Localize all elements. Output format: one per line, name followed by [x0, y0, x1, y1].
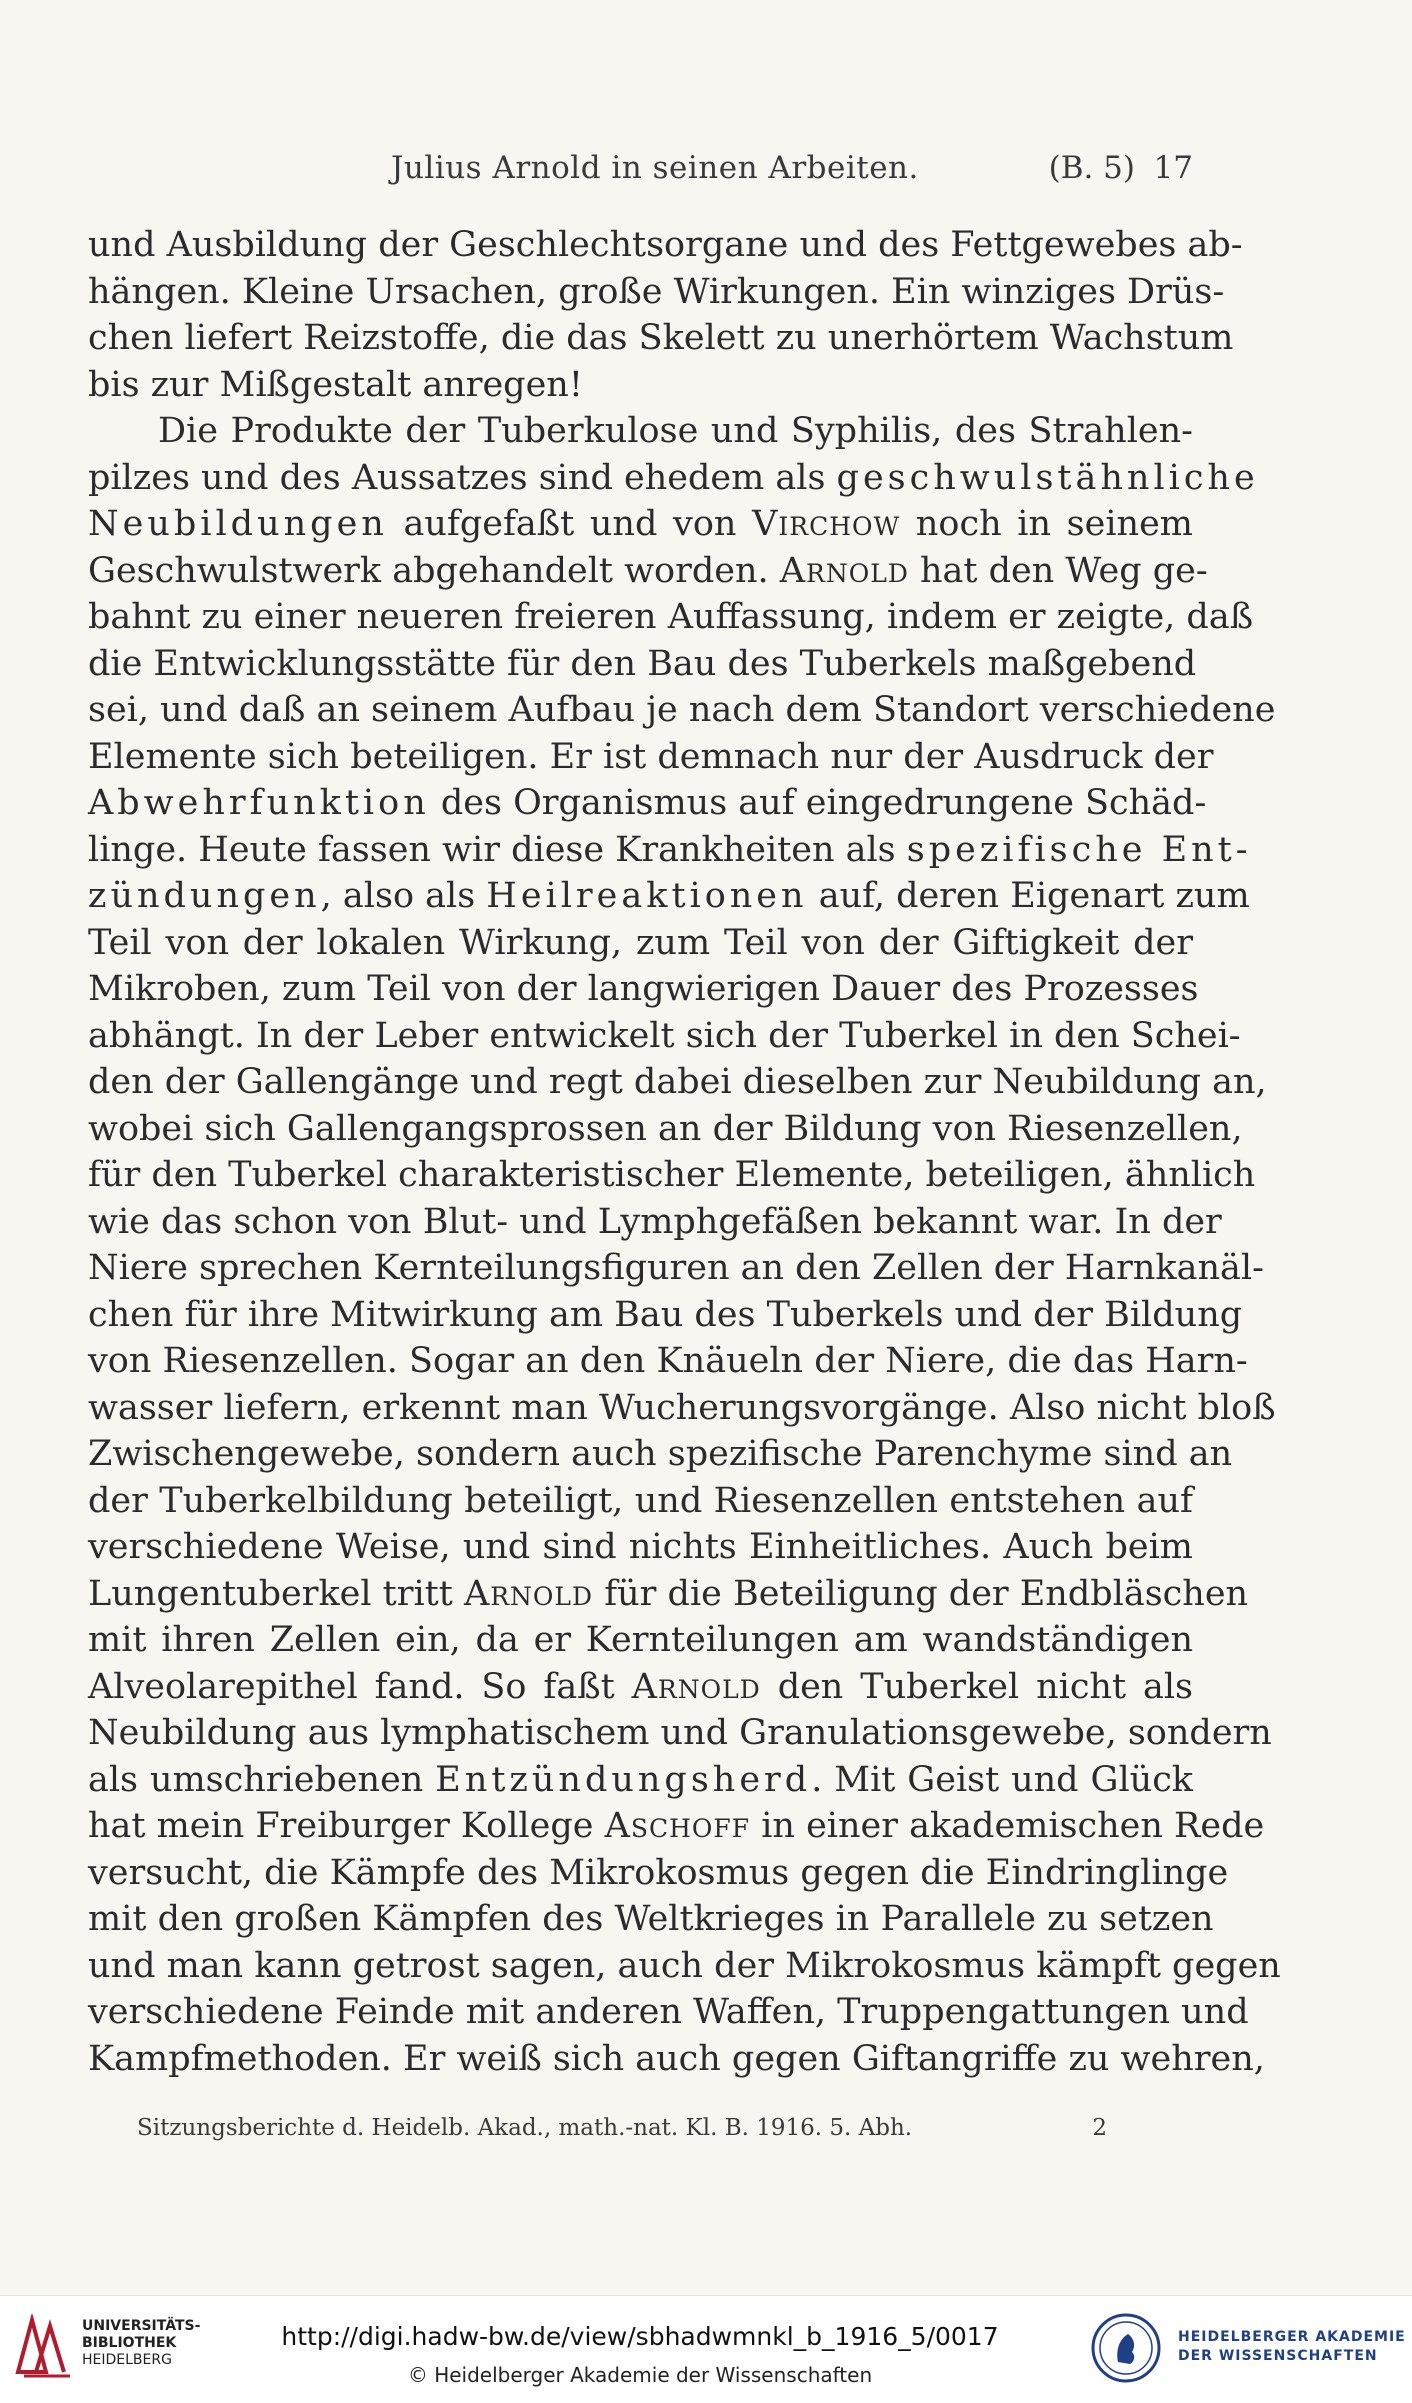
text-line [88, 780, 1207, 827]
text-run: Zwischengewebe, sondern auch spezifische Parenchyme sind an [88, 1434, 1233, 1474]
author-name: Aschoff [604, 1806, 751, 1846]
text-line [88, 1431, 1233, 1478]
ub-line-1: UNIVERSITÄTS- [82, 2318, 201, 2334]
text-line [88, 1245, 1264, 1292]
author-name: Arnold [631, 1666, 761, 1707]
author-name: Arnold [463, 1573, 594, 1614]
text-line [88, 920, 1193, 967]
text-line [88, 1338, 1248, 1385]
text-run: hat den Weg ge- [908, 550, 1208, 591]
text-run: wie das schon von Blut- und Lymphgefäßen bekannt war. In der [88, 1201, 1222, 1242]
text-line [88, 2036, 1265, 2083]
text-run: aufgefaßt und von [387, 504, 753, 544]
text-run: hat mein Freiburger Kollege [88, 1806, 605, 1846]
text-line [88, 1013, 1241, 1060]
text-run: versucht, die Kämpfe des Mikrokosmus gegen die Eindringlinge [88, 1852, 1229, 1893]
text-run: für den Tuberkel charakteristischer Elemente, beteiligen, ähnlich [88, 1155, 1256, 1195]
text-run: den der Gallengänge und regt dabei dieselben zur Neubildung an, [88, 1062, 1267, 1102]
university-library-logo-icon [14, 2314, 76, 2380]
text-run: für die Beteiligung der Endbläschen [593, 1573, 1249, 1614]
text-line [88, 1943, 1281, 1990]
text-run: des Organismus auf eingedrungene Schäd- [429, 783, 1207, 823]
viewer-footer [0, 2295, 1412, 2403]
spaced-emphasis: geschwulstähnliche [836, 457, 1259, 498]
text-run: linge. Heute fassen wir diese Krankheiten als [88, 829, 907, 870]
text-line [88, 1989, 1249, 2036]
text-line [88, 1106, 1243, 1153]
text-line [88, 222, 1243, 269]
university-library-name [82, 2318, 200, 2369]
text-run: Kampfmethoden. Er weiß sich auch gegen Giftangriffe zu wehren, [88, 2038, 1265, 2079]
text-line [88, 1292, 1243, 1339]
text-line [88, 269, 1225, 316]
text-run: Geschwulstwerk abgehandelt worden. [88, 550, 780, 591]
text-run: mit den großen Kämpfen des Weltkrieges in Parallele zu setzen [88, 1899, 1214, 1939]
text-line [88, 455, 1259, 502]
text-line [88, 1478, 1193, 1525]
author-name: Arnold [779, 550, 909, 591]
running-head [88, 150, 1193, 194]
text-run: und Ausbildung der Geschlechtsorgane und des Fettgewebes ab- [88, 225, 1243, 265]
text-line [88, 827, 1252, 874]
text-run: chen liefert Reizstoffe, die das Skelett zu unerhörtem Wachstum [88, 318, 1234, 358]
author-name: Virchow [752, 504, 901, 544]
academy-line-1: HEIDELBERGER AKADEMIE [1178, 2329, 1406, 2345]
text-run: Lungentuberkel tritt [88, 1573, 464, 1614]
text-run: sei, und daß an seinem Aufbau je nach dem Standort verschiedene [88, 690, 1276, 730]
text-line [88, 548, 1208, 595]
permalink-url[interactable]: http://digi.hadw-bw.de/view/sbhadwmnkl_b_1916_5/0017 [281, 2322, 999, 2351]
text-run: verschiedene Weise, und sind nichts Einheitliches. Auch beim [88, 1527, 1193, 1567]
text-line [88, 362, 1193, 409]
academy-seal-icon [1090, 2312, 1162, 2384]
text-run: . Mit Geist und Glück [811, 1759, 1193, 1800]
text-run: auf, deren Eigenart zum [807, 876, 1250, 916]
spaced-emphasis: zündungen [88, 876, 321, 916]
ub-line-3: HEIDELBERG [82, 2352, 172, 2368]
text-run: bahnt zu einer neueren freieren Auffassung, indem er zeigte, daß [88, 597, 1254, 637]
page-number: 17 [1153, 150, 1193, 186]
text-run: als umschriebenen [88, 1759, 436, 1800]
text-line [88, 315, 1234, 362]
text-run: verschiedene Feinde mit anderen Waffen, Truppengattungen und [88, 1992, 1249, 2032]
text-run: in einer akademischen Rede [750, 1806, 1265, 1846]
text-line [88, 734, 1214, 781]
text-line [88, 873, 1250, 920]
publication-footnote [137, 2115, 1107, 2141]
spaced-emphasis: spezifische Ent- [906, 829, 1252, 870]
text-run: wasser liefern, erkennt man Wucherungsvorgänge. Also nicht bloß [88, 1387, 1276, 1428]
text-run: Neubildung aus lymphatischem und Granulationsgewebe, sondern [88, 1713, 1272, 1753]
body-text [88, 222, 1281, 2082]
text-line [88, 408, 1193, 455]
section-reference: (B. 5) [1048, 150, 1135, 186]
text-line [88, 641, 1197, 688]
running-title: Julius Arnold in seinen Arbeiten. [391, 150, 919, 186]
text-run: bis zur Mißgestalt anregen! [88, 364, 583, 405]
text-line [88, 1803, 1265, 1850]
text-run: Alveolarepithel fand. So faßt [88, 1666, 632, 1707]
text-run: mit ihren Zellen ein, da er Kernteilungen am wandständigen [88, 1620, 1193, 1660]
text-run: und man kann getrost sagen, auch der Mikrokosmus kämpft gegen [88, 1945, 1281, 1986]
text-line [88, 1757, 1193, 1804]
text-run: der Tuberkelbildung beteiligt, und Riesenzellen entstehen auf [88, 1480, 1193, 1521]
text-line [88, 1571, 1249, 1618]
spaced-emphasis: Entzündungsherd [435, 1759, 812, 1800]
text-line [88, 1385, 1276, 1432]
copyright-notice: © Heidelberger Akademie der Wissenschaften [407, 2363, 873, 2387]
text-run: Niere sprechen Kernteilungsfiguren an den Zellen der Harnkanäl- [88, 1248, 1264, 1288]
text-run: von Riesenzellen. Sogar an den Knäueln der Niere, die das Harn- [88, 1341, 1248, 1381]
spaced-emphasis: Abwehrfunktion [88, 783, 430, 823]
sheet-number: 2 [1092, 2115, 1107, 2141]
text-line [88, 1850, 1229, 1897]
text-run: Die Produkte der Tuberkulose und Syphilis, des Strahlen- [158, 411, 1193, 451]
spaced-emphasis: Heilreaktionen [486, 876, 808, 916]
text-run: chen für ihre Mitwirkung am Bau des Tuberkels und der Bildung [88, 1294, 1243, 1335]
text-run: hängen. Kleine Ursachen, große Wirkungen. Ein winziges Drüs- [88, 271, 1225, 312]
spaced-emphasis: Neubildungen [88, 504, 388, 544]
text-run: Elemente sich beteiligen. Er ist demnach nur der Ausdruck der [88, 736, 1214, 777]
text-line [88, 1664, 1193, 1711]
text-line [88, 966, 1199, 1013]
text-run: Teil von der lokalen Wirkung, zum Teil von der Giftigkeit der [88, 922, 1193, 963]
text-line [88, 1199, 1222, 1246]
text-line [88, 1896, 1214, 1943]
text-line [88, 1524, 1193, 1571]
text-line [88, 687, 1276, 734]
academy-name [1178, 2328, 1406, 2366]
publication-reference: Sitzungsberichte d. Heidelb. Akad., math.-nat. Kl. B. 1916. 5. Abh. [137, 2115, 913, 2141]
text-line [88, 501, 1193, 548]
text-run: Mikroben, zum Teil von der langwierigen Dauer des Prozesses [88, 969, 1199, 1009]
text-line [88, 1152, 1256, 1199]
text-run: die Entwicklungsstätte für den Bau des Tuberkels maßgebend [88, 643, 1197, 684]
text-run: pilzes und des Aussatzes sind ehedem als [88, 457, 837, 498]
text-line [88, 1059, 1267, 1106]
ub-line-2: BIBLIOTHEK [82, 2335, 177, 2351]
text-run: , also als [320, 876, 487, 916]
academy-line-2: DER WISSENSCHAFTEN [1178, 2348, 1378, 2364]
text-run: abhängt. In der Leber entwickelt sich der Tuberkel in den Schei- [88, 1015, 1241, 1056]
text-line [88, 1617, 1193, 1664]
text-line [88, 594, 1254, 641]
text-run: noch in seinem [900, 504, 1193, 544]
text-run: wobei sich Gallengangsprossen an der Bildung von Riesenzellen, [88, 1108, 1243, 1149]
text-run: den Tuberkel nicht als [760, 1666, 1193, 1707]
text-line [88, 1710, 1272, 1757]
